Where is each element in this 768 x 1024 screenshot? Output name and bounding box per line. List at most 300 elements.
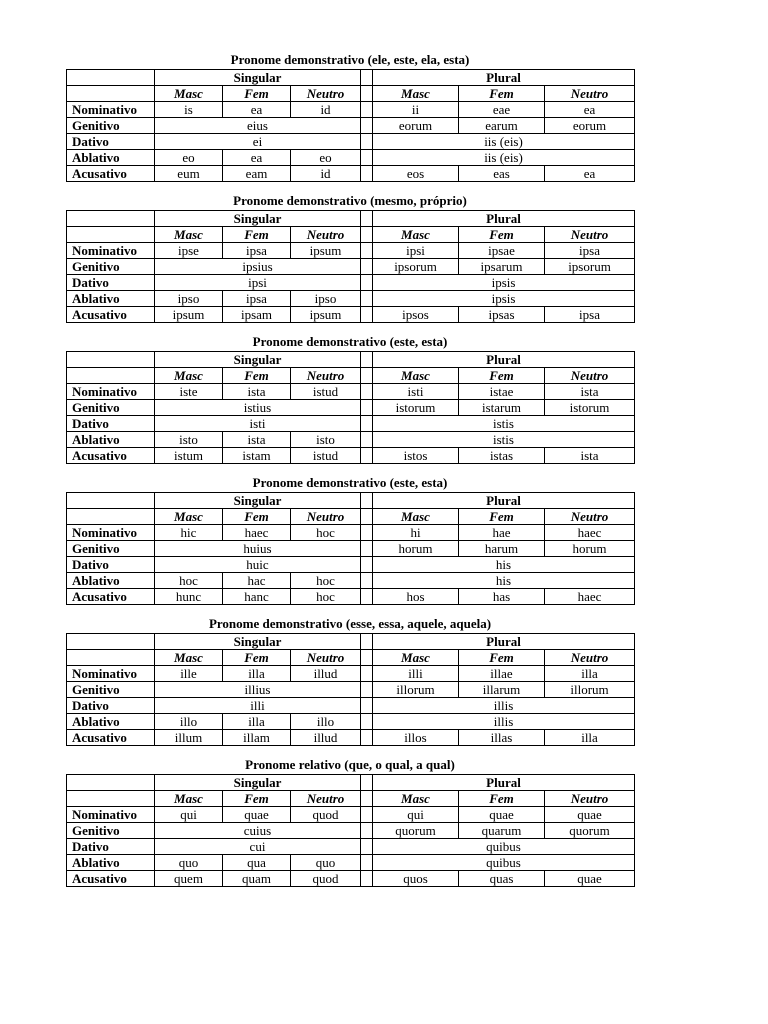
case-row — [67, 666, 635, 682]
case-row — [67, 573, 635, 589]
form-cell: istorum — [373, 400, 459, 416]
case-row — [67, 432, 635, 448]
case-label: Dativo — [67, 698, 155, 714]
gender-header: Neutro — [291, 86, 361, 102]
form-cell: illos — [373, 730, 459, 746]
form-cell: istas — [459, 448, 545, 464]
form-cell: haec — [223, 525, 291, 541]
case-label: Ablativo — [67, 714, 155, 730]
separator-cell — [361, 557, 373, 573]
form-cell: istam — [223, 448, 291, 464]
case-label: Genitivo — [67, 118, 155, 134]
form-cell: illam — [223, 730, 291, 746]
case-row — [67, 589, 635, 605]
form-cell: eum — [155, 166, 223, 182]
form-cell: eius — [155, 118, 361, 134]
form-cell: ipsum — [291, 307, 361, 323]
separator-cell — [361, 259, 373, 275]
case-label: Nominativo — [67, 525, 155, 541]
separator-cell — [361, 243, 373, 259]
form-cell: is — [155, 102, 223, 118]
separator-cell — [361, 134, 373, 150]
gender-header: Fem — [223, 368, 291, 384]
corner-cell — [67, 227, 155, 243]
form-cell: quae — [459, 807, 545, 823]
form-cell: ipsa — [545, 307, 635, 323]
number-header-row — [67, 775, 635, 791]
case-row — [67, 259, 635, 275]
gender-header: Neutro — [291, 368, 361, 384]
form-cell: illorum — [545, 682, 635, 698]
singular-header: Singular — [155, 352, 361, 368]
separator-cell — [361, 855, 373, 871]
form-cell: quibus — [373, 839, 635, 855]
form-cell: eam — [223, 166, 291, 182]
form-cell: horum — [373, 541, 459, 557]
form-cell: hoc — [291, 525, 361, 541]
gender-header: Fem — [223, 650, 291, 666]
separator-cell — [361, 525, 373, 541]
case-label: Dativo — [67, 416, 155, 432]
singular-header: Singular — [155, 70, 361, 86]
gender-header: Neutro — [291, 650, 361, 666]
separator-cell — [361, 775, 373, 791]
form-cell: istis — [373, 416, 635, 432]
form-cell: quod — [291, 871, 361, 887]
form-cell: eorum — [545, 118, 635, 134]
form-cell: illud — [291, 730, 361, 746]
separator-cell — [361, 352, 373, 368]
singular-header: Singular — [155, 211, 361, 227]
form-cell: ipsi — [155, 275, 361, 291]
form-cell: illius — [155, 682, 361, 698]
corner-cell — [67, 791, 155, 807]
form-cell: hac — [223, 573, 291, 589]
form-cell: illud — [291, 666, 361, 682]
plural-header: Plural — [373, 352, 635, 368]
case-label: Acusativo — [67, 448, 155, 464]
case-label: Genitivo — [67, 823, 155, 839]
form-cell: ipsis — [373, 291, 635, 307]
form-cell: quibus — [373, 855, 635, 871]
case-row — [67, 118, 635, 134]
case-row — [67, 275, 635, 291]
singular-header: Singular — [155, 775, 361, 791]
separator-cell — [361, 416, 373, 432]
case-label: Ablativo — [67, 150, 155, 166]
form-cell: istae — [459, 384, 545, 400]
separator-cell — [361, 400, 373, 416]
form-cell: eo — [155, 150, 223, 166]
section-title: Pronome demonstrativo (ele, este, ela, esta) — [230, 52, 470, 67]
case-label: Dativo — [67, 557, 155, 573]
separator-cell — [361, 368, 373, 384]
gender-header: Fem — [223, 227, 291, 243]
separator-cell — [361, 275, 373, 291]
pronoun-section — [66, 616, 634, 746]
gender-header: Fem — [459, 227, 545, 243]
gender-header: Neutro — [545, 227, 635, 243]
case-row — [67, 102, 635, 118]
separator-cell — [361, 791, 373, 807]
case-row — [67, 682, 635, 698]
separator-cell — [361, 730, 373, 746]
case-row — [67, 557, 635, 573]
gender-header: Masc — [155, 227, 223, 243]
separator-cell — [361, 839, 373, 855]
form-cell: illa — [545, 666, 635, 682]
form-cell: ipsius — [155, 259, 361, 275]
case-label: Nominativo — [67, 384, 155, 400]
case-label: Nominativo — [67, 807, 155, 823]
form-cell: istorum — [545, 400, 635, 416]
form-cell: quem — [155, 871, 223, 887]
gender-header-row — [67, 368, 635, 384]
form-cell: qui — [155, 807, 223, 823]
case-row — [67, 855, 635, 871]
separator-cell — [361, 166, 373, 182]
corner-cell — [67, 634, 155, 650]
form-cell: hanc — [223, 589, 291, 605]
form-cell: ipsum — [291, 243, 361, 259]
gender-header: Fem — [459, 509, 545, 525]
gender-header-row — [67, 509, 635, 525]
separator-cell — [361, 70, 373, 86]
declension-table — [66, 774, 635, 887]
form-cell: cui — [155, 839, 361, 855]
gender-header: Fem — [459, 86, 545, 102]
form-cell: hi — [373, 525, 459, 541]
corner-cell — [67, 211, 155, 227]
gender-header-row — [67, 791, 635, 807]
section-title: Pronome demonstrativo (esse, essa, aquele, aquela) — [208, 616, 492, 631]
corner-cell — [67, 352, 155, 368]
case-label: Acusativo — [67, 589, 155, 605]
gender-header: Masc — [155, 509, 223, 525]
form-cell: ipsos — [373, 307, 459, 323]
separator-cell — [361, 307, 373, 323]
form-cell: isto — [291, 432, 361, 448]
number-header-row — [67, 211, 635, 227]
corner-cell — [67, 650, 155, 666]
form-cell: ea — [545, 102, 635, 118]
separator-cell — [361, 807, 373, 823]
form-cell: eae — [459, 102, 545, 118]
separator-cell — [361, 871, 373, 887]
form-cell: istarum — [459, 400, 545, 416]
form-cell: quos — [373, 871, 459, 887]
document — [66, 52, 634, 898]
form-cell: illas — [459, 730, 545, 746]
plural-header: Plural — [373, 493, 635, 509]
form-cell: illa — [545, 730, 635, 746]
separator-cell — [361, 698, 373, 714]
case-label: Acusativo — [67, 307, 155, 323]
gender-header: Neutro — [545, 791, 635, 807]
case-row — [67, 823, 635, 839]
form-cell: iste — [155, 384, 223, 400]
form-cell: ipsas — [459, 307, 545, 323]
form-cell: illorum — [373, 682, 459, 698]
section-title: Pronome demonstrativo (mesmo, próprio) — [233, 193, 467, 208]
corner-cell — [67, 775, 155, 791]
separator-cell — [361, 384, 373, 400]
form-cell: id — [291, 166, 361, 182]
gender-header: Masc — [373, 791, 459, 807]
case-label: Acusativo — [67, 166, 155, 182]
separator-cell — [361, 150, 373, 166]
declension-table — [66, 210, 635, 323]
form-cell: ipsam — [223, 307, 291, 323]
form-cell: istud — [291, 448, 361, 464]
form-cell: horum — [545, 541, 635, 557]
gender-header-row — [67, 86, 635, 102]
case-label: Acusativo — [67, 730, 155, 746]
form-cell: hae — [459, 525, 545, 541]
separator-cell — [361, 118, 373, 134]
form-cell: haec — [545, 589, 635, 605]
case-row — [67, 166, 635, 182]
form-cell: ista — [545, 448, 635, 464]
form-cell: ista — [545, 384, 635, 400]
form-cell: hos — [373, 589, 459, 605]
case-label: Nominativo — [67, 666, 155, 682]
form-cell: huic — [155, 557, 361, 573]
number-header-row — [67, 493, 635, 509]
form-cell: istis — [373, 432, 635, 448]
form-cell: istos — [373, 448, 459, 464]
form-cell: hoc — [291, 589, 361, 605]
separator-cell — [361, 589, 373, 605]
form-cell: quo — [291, 855, 361, 871]
gender-header: Masc — [155, 86, 223, 102]
form-cell: huius — [155, 541, 361, 557]
case-row — [67, 448, 635, 464]
separator-cell — [361, 541, 373, 557]
form-cell: illi — [155, 698, 361, 714]
case-row — [67, 150, 635, 166]
section-title: Pronome demonstrativo (este, esta) — [252, 334, 448, 349]
corner-cell — [67, 493, 155, 509]
declension-table — [66, 633, 635, 746]
form-cell: earum — [459, 118, 545, 134]
case-row — [67, 839, 635, 855]
form-cell: eo — [291, 150, 361, 166]
corner-cell — [67, 86, 155, 102]
form-cell: quod — [291, 807, 361, 823]
gender-header: Neutro — [291, 227, 361, 243]
gender-header: Masc — [155, 650, 223, 666]
form-cell: ipsis — [373, 275, 635, 291]
gender-header: Neutro — [291, 791, 361, 807]
declension-table — [66, 351, 635, 464]
form-cell: ipsi — [373, 243, 459, 259]
plural-header: Plural — [373, 775, 635, 791]
form-cell: ei — [155, 134, 361, 150]
form-cell: iis (eis) — [373, 150, 635, 166]
case-label: Dativo — [67, 839, 155, 855]
case-row — [67, 307, 635, 323]
case-row — [67, 416, 635, 432]
pronoun-section — [66, 193, 634, 323]
form-cell: quarum — [459, 823, 545, 839]
separator-cell — [361, 86, 373, 102]
case-label: Genitivo — [67, 541, 155, 557]
gender-header: Fem — [223, 509, 291, 525]
separator-cell — [361, 448, 373, 464]
form-cell: harum — [459, 541, 545, 557]
form-cell: quam — [223, 871, 291, 887]
gender-header: Neutro — [545, 86, 635, 102]
case-label: Ablativo — [67, 855, 155, 871]
declension-table — [66, 492, 635, 605]
separator-cell — [361, 634, 373, 650]
form-cell: quo — [155, 855, 223, 871]
gender-header: Masc — [155, 791, 223, 807]
form-cell: quae — [545, 871, 635, 887]
form-cell: quorum — [373, 823, 459, 839]
gender-header: Fem — [459, 650, 545, 666]
form-cell: hoc — [291, 573, 361, 589]
form-cell: id — [291, 102, 361, 118]
gender-header: Neutro — [545, 509, 635, 525]
form-cell: istud — [291, 384, 361, 400]
form-cell: ipso — [291, 291, 361, 307]
form-cell: illum — [155, 730, 223, 746]
form-cell: ipso — [155, 291, 223, 307]
case-label: Ablativo — [67, 432, 155, 448]
case-row — [67, 291, 635, 307]
pronoun-section — [66, 757, 634, 887]
case-label: Dativo — [67, 134, 155, 150]
corner-cell — [67, 70, 155, 86]
case-row — [67, 400, 635, 416]
form-cell: illo — [155, 714, 223, 730]
form-cell: illarum — [459, 682, 545, 698]
form-cell: his — [373, 557, 635, 573]
pronoun-section — [66, 475, 634, 605]
form-cell: ista — [223, 432, 291, 448]
form-cell: ipsorum — [545, 259, 635, 275]
case-row — [67, 807, 635, 823]
form-cell: illae — [459, 666, 545, 682]
pronoun-section — [66, 334, 634, 464]
form-cell: hunc — [155, 589, 223, 605]
form-cell: isti — [155, 416, 361, 432]
number-header-row — [67, 70, 635, 86]
case-label: Genitivo — [67, 259, 155, 275]
case-row — [67, 384, 635, 400]
form-cell: his — [373, 573, 635, 589]
case-row — [67, 714, 635, 730]
form-cell: haec — [545, 525, 635, 541]
form-cell: illis — [373, 698, 635, 714]
form-cell: ipsum — [155, 307, 223, 323]
separator-cell — [361, 211, 373, 227]
form-cell: quae — [545, 807, 635, 823]
form-cell: isti — [373, 384, 459, 400]
gender-header: Neutro — [545, 368, 635, 384]
form-cell: illa — [223, 714, 291, 730]
form-cell: ipsa — [223, 243, 291, 259]
case-label: Ablativo — [67, 573, 155, 589]
form-cell: eos — [373, 166, 459, 182]
case-label: Genitivo — [67, 400, 155, 416]
form-cell: ipsarum — [459, 259, 545, 275]
separator-cell — [361, 432, 373, 448]
form-cell: ipsae — [459, 243, 545, 259]
gender-header: Fem — [459, 791, 545, 807]
number-header-row — [67, 634, 635, 650]
form-cell: ea — [223, 150, 291, 166]
form-cell: eorum — [373, 118, 459, 134]
form-cell: quas — [459, 871, 545, 887]
form-cell: qui — [373, 807, 459, 823]
singular-header: Singular — [155, 634, 361, 650]
form-cell: hoc — [155, 573, 223, 589]
singular-header: Singular — [155, 493, 361, 509]
form-cell: istius — [155, 400, 361, 416]
separator-cell — [361, 714, 373, 730]
form-cell: ea — [223, 102, 291, 118]
separator-cell — [361, 102, 373, 118]
gender-header: Masc — [373, 509, 459, 525]
case-row — [67, 871, 635, 887]
case-label: Genitivo — [67, 682, 155, 698]
case-row — [67, 243, 635, 259]
gender-header: Masc — [155, 368, 223, 384]
gender-header: Fem — [459, 368, 545, 384]
form-cell: illi — [373, 666, 459, 682]
plural-header: Plural — [373, 70, 635, 86]
separator-cell — [361, 650, 373, 666]
form-cell: qua — [223, 855, 291, 871]
form-cell: ipsa — [545, 243, 635, 259]
gender-header: Masc — [373, 650, 459, 666]
separator-cell — [361, 823, 373, 839]
case-row — [67, 134, 635, 150]
form-cell: hic — [155, 525, 223, 541]
form-cell: istum — [155, 448, 223, 464]
case-row — [67, 525, 635, 541]
form-cell: isto — [155, 432, 223, 448]
case-row — [67, 541, 635, 557]
form-cell: ipsa — [223, 291, 291, 307]
pronoun-section — [66, 52, 634, 182]
gender-header-row — [67, 227, 635, 243]
form-cell: quorum — [545, 823, 635, 839]
form-cell: ea — [545, 166, 635, 182]
form-cell: illa — [223, 666, 291, 682]
number-header-row — [67, 352, 635, 368]
case-label: Nominativo — [67, 102, 155, 118]
form-cell: ii — [373, 102, 459, 118]
gender-header: Masc — [373, 86, 459, 102]
plural-header: Plural — [373, 634, 635, 650]
form-cell: ille — [155, 666, 223, 682]
case-row — [67, 730, 635, 746]
form-cell: quae — [223, 807, 291, 823]
form-cell: iis (eis) — [373, 134, 635, 150]
form-cell: illo — [291, 714, 361, 730]
separator-cell — [361, 682, 373, 698]
case-label: Acusativo — [67, 871, 155, 887]
separator-cell — [361, 573, 373, 589]
case-label: Nominativo — [67, 243, 155, 259]
declension-table — [66, 69, 635, 182]
gender-header: Fem — [223, 86, 291, 102]
form-cell: ipsorum — [373, 259, 459, 275]
